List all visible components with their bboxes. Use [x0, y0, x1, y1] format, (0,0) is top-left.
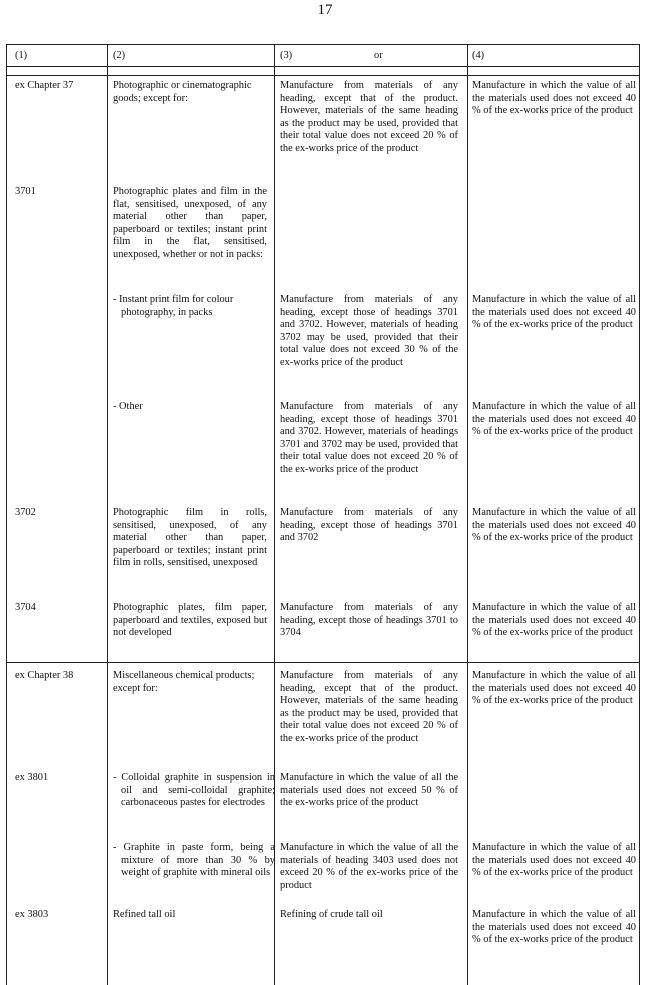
header-rule — [7, 66, 639, 67]
row-alternative: Manufacture in which the value of all the materials used does not exceed 40 % of the ex-works price of the product — [472, 294, 636, 331]
row-working: Refining of crude tall oil — [280, 909, 383, 920]
row-heading: ex 3801 — [15, 772, 49, 783]
row-alternative: Manufacture in which the value of all the materials used does not exceed 40 % of the ex-works price of the product — [472, 602, 636, 639]
chapter-divider — [7, 662, 639, 663]
row-working: Manufacture from materials of any heading, except those of headings 3701 to 3704 — [280, 602, 458, 639]
rules-table — [6, 44, 640, 985]
row-heading: 3701 — [15, 186, 36, 197]
row-working: Manufacture from materials of any heading, except that of the product. However, materials of the same heading as the product may be used, provided that their total value does not exceed 20 % of the ex-works price of the product — [280, 670, 458, 744]
row-heading: 3702 — [15, 507, 36, 518]
row-heading: ex Chapter 37 — [15, 80, 74, 91]
row-heading: ex Chapter 38 — [15, 670, 74, 681]
header-rule — [7, 75, 639, 76]
row-description: Photographic film in rolls, sensitised, unexposed, of any material other than paper, paperboard or textiles; instant print film in rolls, sensitised, unexposed — [113, 507, 267, 569]
row-heading: 3704 — [15, 602, 36, 613]
row-alternative: Manufacture in which the value of all the materials used does not exceed 40 % of the ex-works price of the product — [472, 80, 636, 117]
row-description: - Other — [113, 401, 143, 412]
row-description: Photographic plates and film in the flat, sensitised, unexposed, of any material other than paper, paperboard or textiles; instant print film in the flat, sensitised, unexposed, whether or not in packs: — [113, 186, 267, 260]
row-description: - Graphite in paste form, being a mixture of more than 30 % by weight of graphite with mineral oils — [113, 842, 275, 879]
column-header-or: or — [374, 50, 383, 61]
row-description: - Colloidal graphite in suspension in oil and semi-colloidal graphite; carbonaceous pastes for electrodes — [113, 772, 275, 809]
row-description: Photographic plates, film paper, paperboard and textiles, exposed but not developed — [113, 602, 267, 639]
row-working: Manufacture from materials of any heading, except those of headings 3701 and 3702 — [280, 507, 458, 544]
column-divider — [467, 45, 468, 985]
row-working: Manufacture in which the value of all the materials of heading 3403 used does not exceed 20 % of the ex-works price of the product — [280, 842, 458, 891]
row-working: Manufacture from materials of any heading, except that of the product. However, materials of the same heading as the product may be used, provided that their total value does not exceed 20 % of the ex-works price of the product — [280, 80, 458, 154]
row-alternative: Manufacture in which the value of all the materials used does not exceed 40 % of the ex-works price of the product — [472, 670, 636, 707]
column-header-2: (2) — [113, 50, 126, 61]
row-working: Manufacture in which the value of all the materials used does not exceed 50 % of the ex-works price of the product — [280, 772, 458, 809]
row-alternative: Manufacture in which the value of all the materials used does not exceed 40 % of the ex-works price of the product — [472, 842, 636, 879]
row-working: Manufacture from materials of any heading, except those of headings 3701 and 3702. However, materials of heading 3702 may be used, provided that their total value does not exceed 30 % of the ex-works price of the product — [280, 294, 458, 368]
row-working: Manufacture from materials of any heading, except those of headings 3701 and 3702. However, materials of headings 3701 and 3702 may be used, provided that their total value does not exceed 20 % of the ex-works price of the product — [280, 401, 458, 475]
row-alternative: Manufacture in which the value of all the materials used does not exceed 40 % of the ex-works price of the product — [472, 507, 636, 544]
column-divider — [107, 45, 108, 985]
row-description: Miscellaneous chemical products; except for: — [113, 670, 255, 694]
row-heading: ex 3803 — [15, 909, 49, 920]
row-alternative: Manufacture in which the value of all the materials used does not exceed 40 % of the ex-works price of the product — [472, 909, 636, 946]
row-description: - Instant print film for colour photography, in packs — [113, 294, 234, 318]
column-header-1: (1) — [15, 50, 28, 61]
column-header-3: (3) — [280, 50, 293, 61]
row-alternative: Manufacture in which the value of all the materials used does not exceed 40 % of the ex-works price of the product — [472, 401, 636, 438]
row-description: Refined tall oil — [113, 909, 176, 920]
page-number: 17 — [317, 2, 333, 18]
column-header-4: (4) — [472, 50, 485, 61]
row-description: Photographic or cinematographic goods; except for: — [113, 80, 252, 104]
